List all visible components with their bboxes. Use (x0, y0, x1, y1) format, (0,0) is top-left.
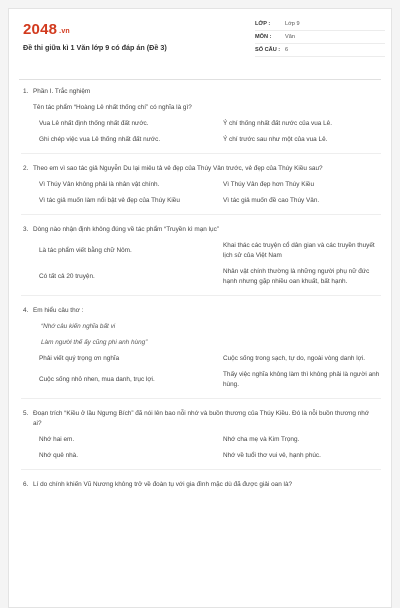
question-2 (9, 164, 393, 206)
question-6 (9, 480, 393, 490)
answer-option[interactable]: Phải viết quý trọng ơn nghĩa (39, 355, 120, 362)
question-4 (9, 306, 393, 390)
poem-quote (33, 322, 379, 348)
question-number: 5. (23, 410, 29, 417)
answer-option[interactable]: Khai thác các truyện cổ dân gian và các truyền thuyết lịch sử của Việt Nam (223, 242, 375, 259)
quote-line: “Nhớ câu kiến nghĩa bất vi (41, 323, 116, 330)
answer-option[interactable]: Ý chí trước sau như một của vua Lê. (223, 136, 328, 143)
answer-option[interactable]: Vì tác giả muốn đề cao Thúy Vân. (223, 197, 320, 204)
logo-suffix: .vn (59, 28, 70, 35)
answer-option[interactable]: Ý chí thống nhất đất nước của vua Lê. (223, 120, 333, 127)
logo-text: 2048 (23, 21, 58, 38)
meta-key: LỚP : (255, 21, 271, 27)
answer-option[interactable]: Nhân vật chính thường là những người phụ nữ đức hạnh nhưng gặp nhiều oan khuất, bất hạnh. (223, 268, 370, 285)
answer-option[interactable]: Thấy việc nghĩa không làm thì không phải là người anh hùng. (223, 371, 380, 388)
meta-value: Lớp 9 (285, 21, 300, 27)
answer-option[interactable]: Nhớ cha mẹ và Kim Trọng. (223, 436, 300, 443)
meta-row-count (255, 44, 385, 57)
answer-option[interactable]: Nhớ quê nhà. (39, 452, 79, 459)
answer-option[interactable]: Vì Thúy Vân đẹp hơn Thúy Kiều (223, 181, 314, 188)
question-number: 4. (23, 307, 29, 314)
answer-option[interactable]: Cuộc sống trong sạch, tự do, ngoài vòng danh lợi. (223, 355, 366, 362)
answer-options (33, 119, 379, 145)
answer-options (33, 180, 379, 206)
answer-option[interactable]: Nhớ hai em. (39, 436, 75, 443)
page-title: Đề thi giữa kì 1 Văn lớp 9 có đáp án (Đề 3) (23, 43, 167, 52)
answer-option[interactable]: Có tất cả 20 truyện. (39, 273, 95, 280)
answer-option[interactable]: Cuộc sống nhỏ nhen, mua danh, trục lợi. (39, 376, 155, 383)
meta-row-subject (255, 31, 385, 44)
answer-options (33, 354, 379, 390)
question-divider (21, 214, 381, 215)
meta-value: Văn (285, 34, 295, 40)
question-list (9, 87, 393, 498)
answer-option[interactable]: Vua Lê nhất định thống nhất đất nước. (39, 120, 149, 127)
quote-line: Làm người thế ấy cũng phi anh hùng” (41, 339, 148, 346)
answer-option[interactable]: Ghi chép việc vua Lê thống nhất đất nước. (39, 136, 161, 143)
question-text: Lí do chính khiến Vũ Nương không trở về đoàn tụ với gia đình mặc dù đã được giải oan là? (33, 481, 293, 488)
answer-option[interactable]: Vì tác giả muốn làm nổi bật vẻ đẹp của Thúy Kiều (39, 197, 180, 204)
question-divider (21, 153, 381, 154)
exam-meta (255, 18, 385, 57)
answer-options (33, 435, 379, 461)
answer-option[interactable]: Nhớ về tuổi thơ vui vẻ, hạnh phúc. (223, 452, 321, 459)
section-heading: Phần I. Trắc nghiệm (33, 88, 91, 95)
question-number: 1. (23, 88, 29, 95)
question-text: Đoạn trích “Kiều ở lầu Ngưng Bích” đã nói lên bao nỗi nhớ và buồn thương của Thúy Kiều. Đó là nỗi buồn thương nhớ ai? (33, 410, 370, 427)
meta-key: SỐ CÂU : (255, 47, 281, 53)
answer-option[interactable]: Vì Thúy Vân không phải là nhân vật chính. (39, 181, 160, 188)
question-3 (9, 225, 393, 287)
meta-row-class (255, 18, 385, 31)
header-divider (19, 79, 381, 80)
question-1 (9, 87, 393, 145)
question-divider (21, 295, 381, 296)
question-5 (9, 409, 393, 461)
question-text: Em hiểu câu thơ : (33, 307, 84, 314)
question-divider (21, 469, 381, 470)
question-text: Dòng nào nhận định không đúng về tác phẩm “Truyền kì mạn lục” (33, 226, 219, 233)
exam-page (8, 8, 392, 608)
meta-value: 6 (285, 47, 289, 53)
answer-option[interactable]: Là tác phẩm viết bằng chữ Nôm. (39, 247, 132, 254)
question-text: Tên tác phẩm “Hoàng Lê nhất thống chí” có nghĩa là gì? (33, 104, 192, 111)
question-text: Theo em vì sao tác giả Nguyễn Du lại miêu tả vẻ đẹp của Thúy Vân trước, vẻ đẹp của Thúy Kiều sau? (33, 165, 323, 172)
question-number: 6. (23, 481, 29, 488)
question-number: 2. (23, 165, 29, 172)
question-number: 3. (23, 226, 29, 233)
meta-key: MÔN : (255, 34, 272, 40)
answer-options (33, 241, 379, 287)
site-logo[interactable] (23, 21, 70, 38)
page-header (9, 9, 391, 67)
question-divider (21, 398, 381, 399)
